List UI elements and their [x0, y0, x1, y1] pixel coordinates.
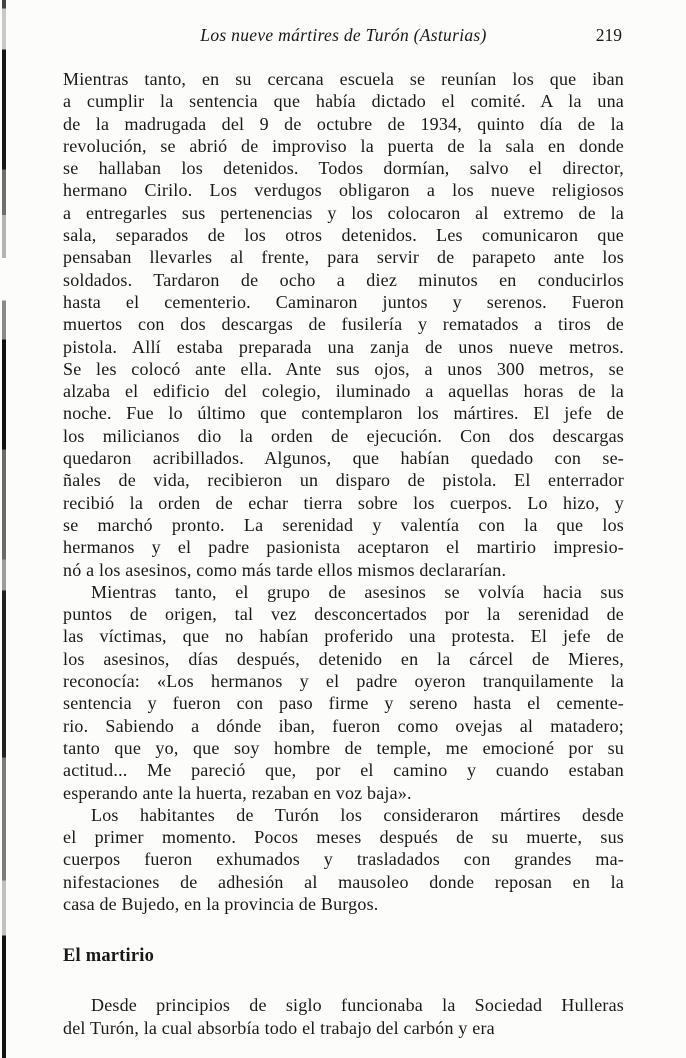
text-line: sala, separados de los otros detenidos. Les comunicaron que — [63, 225, 624, 246]
text-line: las víctimas, que no habían proferido una protesta. El jefe de — [63, 626, 624, 647]
paragraph — [63, 68, 624, 581]
paragraph — [63, 581, 624, 804]
page-number: 219 — [595, 25, 622, 45]
text-line: los asesinos, días después, detenido en la cárcel de Mieres, — [63, 648, 624, 669]
text-line: soldados. Tardaron de ocho a diez minutos en conducirlos — [63, 269, 624, 290]
text-line: hasta el cementerio. Caminaron juntos y serenos. Fueron — [63, 291, 624, 312]
text-line: Se les colocó ante ella. Ante sus ojos, a unos 300 metros, se — [63, 358, 624, 379]
scan-binding-artifact — [2, 0, 6, 1058]
body-text — [63, 68, 624, 1039]
text-line: hermano Cirilo. Los verdugos obligaron a los nueve religiosos — [63, 180, 624, 201]
text-line: sentencia y fueron con paso firme y sereno hasta el cemente- — [63, 693, 624, 714]
text-line: los milicianos dio la orden de ejecución. Con dos descargas — [63, 425, 624, 446]
running-header-title: Los nueve mártires de Turón (Asturias) — [200, 25, 487, 45]
text-line: pensaban llevarles al frente, para servir de parapeto ante los — [63, 247, 624, 268]
text-line: hermanos y el padre pasionista aceptaron el martirio impresio- — [63, 537, 624, 558]
text-line: nifestaciones de adhesión al mausoleo donde reposan en la — [63, 871, 624, 892]
paragraph — [63, 804, 624, 915]
text-line: nó a los asesinos, como más tarde ellos mismos declararían. — [63, 559, 507, 580]
text-line: quedaron acribillados. Algunos, que habían quedado con se- — [63, 448, 624, 469]
text-line: del Turón, la cual absorbía todo el trabajo del carbón y era — [63, 1017, 495, 1038]
section-heading: El martirio — [63, 946, 155, 967]
text-line: noche. Fue lo último que contemplaron los mártires. El jefe de — [63, 403, 624, 424]
text-line: cuerpos fueron exhumados y trasladados con grandes ma- — [63, 849, 624, 870]
text-line: pistola. Allí estaba preparada una zanja de unos nueve metros. — [63, 336, 624, 357]
text-line: rio. Sabiendo a dónde iban, fueron como ovejas al matadero; — [63, 715, 624, 736]
text-line: tanto que yo, que soy hombre de temple, me emocioné por su — [63, 737, 624, 758]
text-line: el primer momento. Pocos meses después de su muerte, sus — [63, 827, 624, 848]
text-line: puntos de origen, tal vez desconcertados por la serenidad de — [63, 604, 624, 625]
text-line: se hallaban los detenidos. Todos dormían, salvo el director, — [63, 158, 624, 179]
text-line: a cumplir la sentencia que había dictado el comité. A la una — [63, 91, 624, 112]
text-line: a entregarles sus pertenencias y los colocaron al extremo de la — [63, 202, 624, 223]
text-line: actitud... Me pareció que, por el camino y cuando estaban — [63, 760, 624, 781]
paragraph — [63, 994, 624, 1039]
text-line: revolución, se abrió de improviso la puerta de la sala en donde — [63, 135, 624, 156]
running-header — [63, 25, 624, 47]
text-line: reconocía: «Los hermanos y el padre oyeron tranquilamente la — [63, 671, 624, 692]
text-line: Los habitantes de Turón los consideraron mártires desde — [91, 804, 624, 825]
text-line: ñales de vida, recibieron un disparo de pistola. El enterrador — [63, 470, 624, 491]
book-page — [63, 25, 624, 1039]
text-line: esperando ante la huerta, rezaban en voz baja». — [63, 782, 412, 803]
text-line: casa de Bujedo, en la provincia de Burgos. — [63, 893, 379, 914]
text-line: recibió la orden de echar tierra sobre los cuerpos. Lo hizo, y — [63, 492, 624, 513]
text-line: Desde principios de siglo funcionaba la Sociedad Hulleras — [91, 995, 624, 1016]
text-line: muertos con dos descargas de fusilería y rematados a tiros de — [63, 314, 624, 335]
text-line: de la madrugada del 9 de octubre de 1934, quinto día de la — [63, 113, 624, 134]
text-line: alzaba el edificio del colegio, iluminado a aquellas horas de la — [63, 381, 624, 402]
text-line: Mientras tanto, el grupo de asesinos se volvía hacia sus — [91, 581, 624, 602]
text-line: se marchó pronto. La serenidad y valentía con la que los — [63, 514, 624, 535]
text-line: Mientras tanto, en su cercana escuela se reunían los que iban — [63, 69, 624, 89]
